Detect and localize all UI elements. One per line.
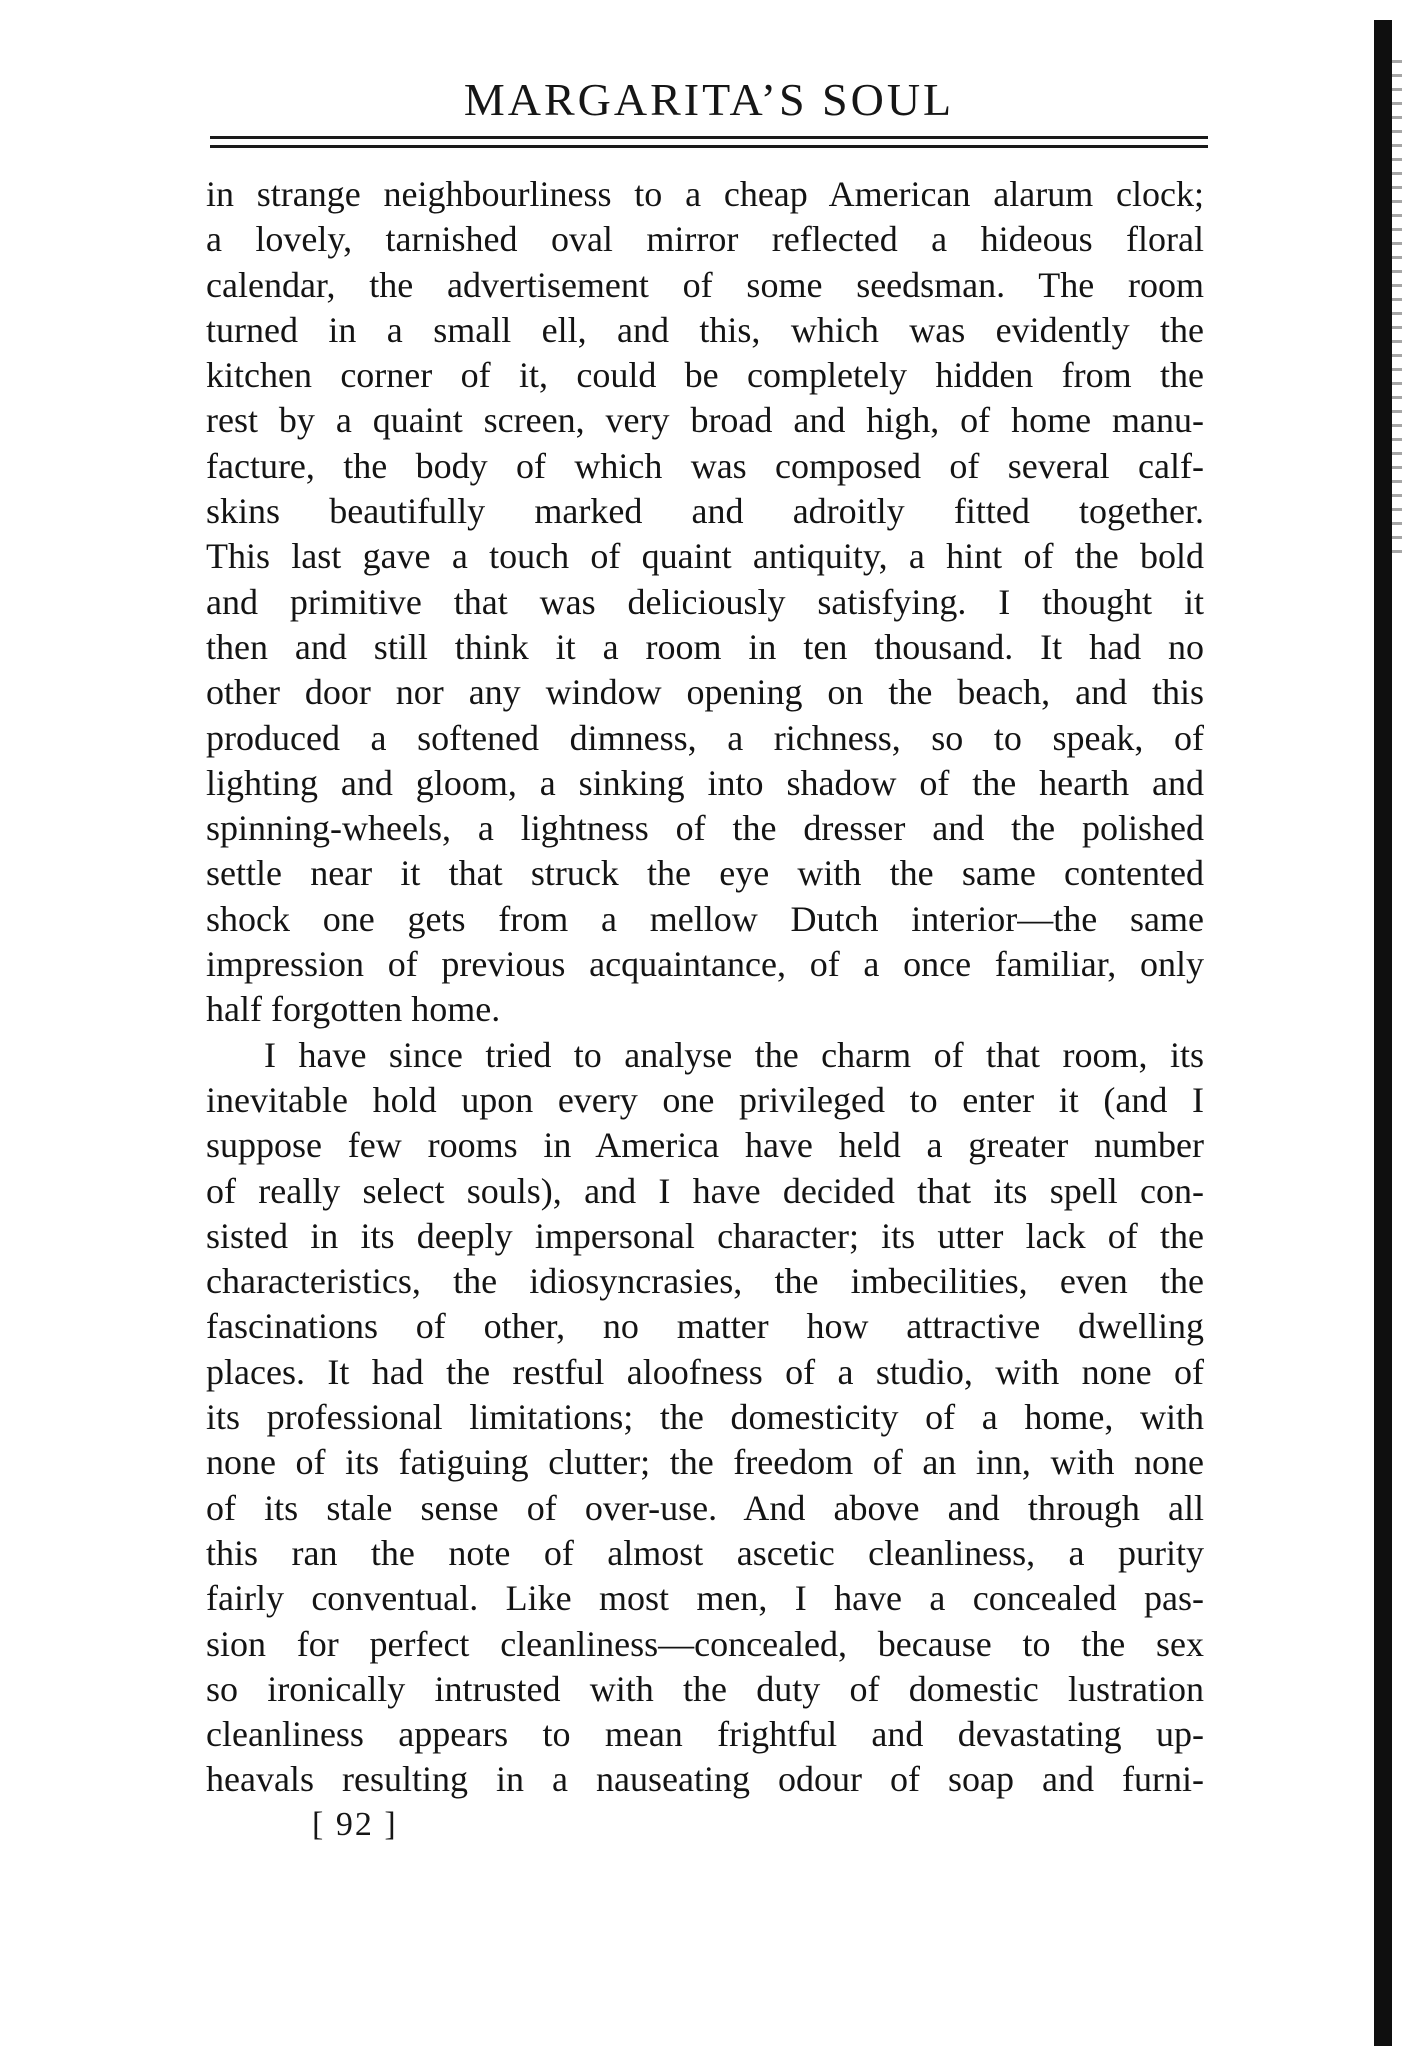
text-line: other door nor any window opening on the beach, and this xyxy=(206,672,1204,713)
text-line: half forgotten home. xyxy=(206,989,501,1030)
text-line: lighting and gloom, a sinking into shadow of the hearth and xyxy=(206,762,1204,803)
text-line: cleanliness appears to mean frightful and devastating up- xyxy=(206,1714,1204,1755)
running-title: MARGARITA’S SOUL xyxy=(463,74,955,125)
text-line: then and still think it a room in ten thousand. It had no xyxy=(206,626,1204,667)
text-line: heavals resulting in a nauseating odour of soap and furni- xyxy=(206,1759,1204,1800)
text-line: in strange neighbourliness to a cheap American alarum clock; xyxy=(206,174,1204,214)
text-line: I have since tried to analyse the charm of that room, its xyxy=(264,1034,1204,1075)
text-line: inevitable hold upon every one privileged to enter it (and I xyxy=(206,1079,1204,1120)
text-line: its professional limitations; the domesticity of a home, with xyxy=(206,1397,1204,1438)
binding-edge-texture xyxy=(1392,60,1402,560)
text-line: a lovely, tarnished oval mirror reflected a hideous floral xyxy=(206,219,1204,260)
text-line: this ran the note of almost ascetic cleanliness, a purity xyxy=(206,1532,1204,1573)
text-line: turned in a small ell, and this, which was evidently the xyxy=(206,309,1204,350)
text-line: fascinations of other, no matter how attractive dwelling xyxy=(206,1306,1204,1347)
page-number: [ 92 ] xyxy=(312,1806,398,1843)
text-line: kitchen corner of it, could be completely hidden from the xyxy=(206,355,1204,396)
text-line: and primitive that was deliciously satisfying. I thought it xyxy=(206,581,1204,622)
paragraph-2 xyxy=(206,1033,1204,1803)
text-line: places. It had the restful aloofness of a studio, with none of xyxy=(206,1351,1204,1392)
text-line: spinning-wheels, a lightness of the dresser and the polished xyxy=(206,808,1204,849)
text-line: skins beautifully marked and adroitly fitted together. xyxy=(206,491,1204,532)
text-line: produced a softened dimness, a richness, so to speak, of xyxy=(206,717,1204,758)
text-line: impression of previous acquaintance, of a once familiar, only xyxy=(206,944,1204,985)
text-line: suppose few rooms in America have held a greater number xyxy=(206,1125,1204,1166)
header-rule-bottom xyxy=(210,145,1208,148)
text-line: rest by a quaint screen, very broad and high, of home manu- xyxy=(206,400,1204,441)
text-line: none of its fatiguing clutter; the freedom of an inn, with none xyxy=(206,1442,1204,1483)
text-line: settle near it that struck the eye with the same contented xyxy=(206,853,1204,894)
text-line: of its stale sense of over-use. And above and through all xyxy=(206,1487,1204,1528)
text-line: so ironically intrusted with the duty of domestic lustration xyxy=(206,1668,1204,1709)
header-rule-top xyxy=(210,136,1208,139)
text-line: calendar, the advertisement of some seedsman. The room xyxy=(206,264,1204,305)
text-line: This last gave a touch of quaint antiquity, a hint of the bold xyxy=(206,536,1204,577)
text-line: sion for perfect cleanliness—concealed, because to the sex xyxy=(206,1623,1204,1664)
text-line: fairly conventual. Like most men, I have a concealed pas- xyxy=(206,1578,1204,1619)
text-line: sisted in its deeply impersonal character; its utter lack of the xyxy=(206,1215,1204,1256)
text-line: of really select souls), and I have decided that its spell con- xyxy=(206,1170,1204,1211)
text-line: facture, the body of which was composed of several calf- xyxy=(206,445,1204,486)
binding-edge xyxy=(1374,20,1392,2046)
body-text xyxy=(206,172,1204,1803)
text-line: shock one gets from a mellow Dutch interior—the same xyxy=(206,898,1204,939)
text-line: characteristics, the idiosyncrasies, the imbecilities, even the xyxy=(206,1261,1204,1302)
paragraph-1 xyxy=(206,172,1204,1033)
